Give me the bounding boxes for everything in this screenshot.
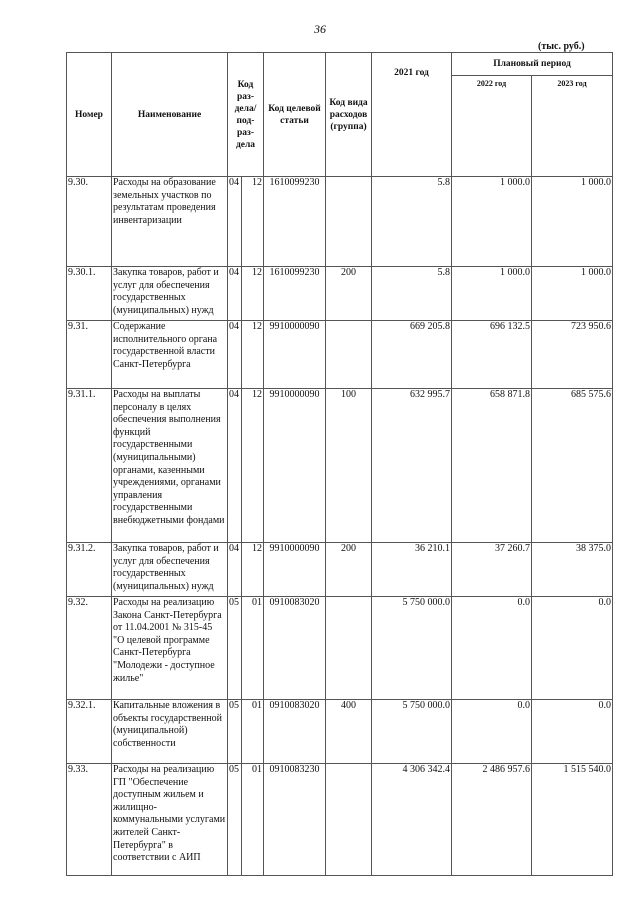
row-target-article: 9910000090 xyxy=(264,321,326,389)
row-podrazdel: 01 xyxy=(242,764,264,876)
row-value-2022: 696 132.5 xyxy=(452,321,532,389)
row-value-2021: 669 205.8 xyxy=(372,321,452,389)
table-row xyxy=(67,177,613,267)
row-razdel: 04 xyxy=(228,267,242,321)
row-expense-type: 200 xyxy=(326,543,372,597)
row-value-2022: 1 000.0 xyxy=(452,177,532,267)
row-expense-type: 100 xyxy=(326,389,372,543)
row-target-article: 0910083020 xyxy=(264,597,326,700)
table-row xyxy=(67,543,613,597)
row-razdel: 04 xyxy=(228,321,242,389)
row-value-2022: 0.0 xyxy=(452,700,532,764)
table-row xyxy=(67,700,613,764)
table-row xyxy=(67,597,613,700)
row-razdel: 05 xyxy=(228,597,242,700)
row-name: Закупка товаров, работ и услуг для обеспечения государственных (муниципальных) нужд xyxy=(112,543,228,597)
header-2022: 2022 год xyxy=(452,76,532,177)
row-value-2022: 37 260.7 xyxy=(452,543,532,597)
row-value-2022: 0.0 xyxy=(452,597,532,700)
row-name: Расходы на образование земельных участков по результатам проведения инвентаризации xyxy=(112,177,228,267)
row-razdel: 05 xyxy=(228,764,242,876)
row-value-2023: 1 000.0 xyxy=(532,267,613,321)
row-number: 9.31. xyxy=(67,321,112,389)
row-number: 9.32.1. xyxy=(67,700,112,764)
header-expense-type: Код вида расходов (группа) xyxy=(326,53,372,177)
header-target-article: Код целевой статьи xyxy=(264,53,326,177)
row-target-article: 1610099230 xyxy=(264,267,326,321)
row-value-2021: 5.8 xyxy=(372,177,452,267)
row-expense-type xyxy=(326,597,372,700)
row-podrazdel: 12 xyxy=(242,267,264,321)
header-2021: 2021 год xyxy=(372,53,452,177)
row-value-2022: 658 871.8 xyxy=(452,389,532,543)
row-razdel: 04 xyxy=(228,543,242,597)
row-expense-type xyxy=(326,321,372,389)
row-value-2021: 4 306 342.4 xyxy=(372,764,452,876)
row-number: 9.31.1. xyxy=(67,389,112,543)
row-number: 9.30. xyxy=(67,177,112,267)
row-value-2021: 5.8 xyxy=(372,267,452,321)
row-value-2023: 1 515 540.0 xyxy=(532,764,613,876)
row-podrazdel: 01 xyxy=(242,700,264,764)
row-value-2021: 5 750 000.0 xyxy=(372,700,452,764)
units-label: (тыс. руб.) xyxy=(538,41,585,52)
row-number: 9.31.2. xyxy=(67,543,112,597)
row-expense-type xyxy=(326,177,372,267)
row-name: Расходы на реализацию ГП "Обеспечение доступным жильем и жилищно-коммунальными услугами жителей Санкт-Петербурга" в соответствии с АИП xyxy=(112,764,228,876)
budget-table xyxy=(66,52,613,876)
row-podrazdel: 12 xyxy=(242,321,264,389)
row-podrazdel: 12 xyxy=(242,177,264,267)
row-name: Закупка товаров, работ и услуг для обеспечения государственных (муниципальных) нужд xyxy=(112,267,228,321)
row-razdel: 04 xyxy=(228,177,242,267)
row-number: 9.32. xyxy=(67,597,112,700)
row-target-article: 0910083020 xyxy=(264,700,326,764)
row-expense-type: 400 xyxy=(326,700,372,764)
header-razdel: Код раз- дела/ под- раз- дела xyxy=(228,53,264,177)
table-row xyxy=(67,321,613,389)
header-name: Наименование xyxy=(112,53,228,177)
row-number: 9.33. xyxy=(67,764,112,876)
row-expense-type xyxy=(326,764,372,876)
header-planned-period: Плановый период xyxy=(452,53,613,76)
table-row xyxy=(67,764,613,876)
row-target-article: 0910083230 xyxy=(264,764,326,876)
table-row xyxy=(67,389,613,543)
page-number: 36 xyxy=(314,22,326,36)
row-podrazdel: 12 xyxy=(242,389,264,543)
header-number: Номер xyxy=(67,53,112,177)
row-value-2023: 723 950.6 xyxy=(532,321,613,389)
row-razdel: 05 xyxy=(228,700,242,764)
row-value-2023: 38 375.0 xyxy=(532,543,613,597)
row-value-2022: 1 000.0 xyxy=(452,267,532,321)
row-value-2023: 0.0 xyxy=(532,597,613,700)
row-value-2021: 36 210.1 xyxy=(372,543,452,597)
row-expense-type: 200 xyxy=(326,267,372,321)
row-name: Расходы на выплаты персоналу в целях обеспечения выполнения функций государственными (муниципальными) органами, казенными учреждениями, органами управления государственными внебюджетными фондами xyxy=(112,389,228,543)
row-target-article: 1610099230 xyxy=(264,177,326,267)
row-target-article: 9910000090 xyxy=(264,389,326,543)
row-razdel: 04 xyxy=(228,389,242,543)
table-row xyxy=(67,267,613,321)
row-value-2023: 1 000.0 xyxy=(532,177,613,267)
row-target-article: 9910000090 xyxy=(264,543,326,597)
row-name: Содержание исполнительного органа государственной власти Санкт-Петербурга xyxy=(112,321,228,389)
row-podrazdel: 01 xyxy=(242,597,264,700)
header-2023: 2023 год xyxy=(532,76,613,177)
row-value-2022: 2 486 957.6 xyxy=(452,764,532,876)
row-value-2021: 5 750 000.0 xyxy=(372,597,452,700)
row-number: 9.30.1. xyxy=(67,267,112,321)
row-value-2023: 685 575.6 xyxy=(532,389,613,543)
row-podrazdel: 12 xyxy=(242,543,264,597)
row-value-2023: 0.0 xyxy=(532,700,613,764)
row-value-2021: 632 995.7 xyxy=(372,389,452,543)
row-name: Капитальные вложения в объекты государственной (муниципальной) собственности xyxy=(112,700,228,764)
row-name: Расходы на реализацию Закона Санкт-Петербурга от 11.04.2001 № 315-45 "О целевой программе Санкт-Петербурга "Молодежи - доступное жилье" xyxy=(112,597,228,700)
